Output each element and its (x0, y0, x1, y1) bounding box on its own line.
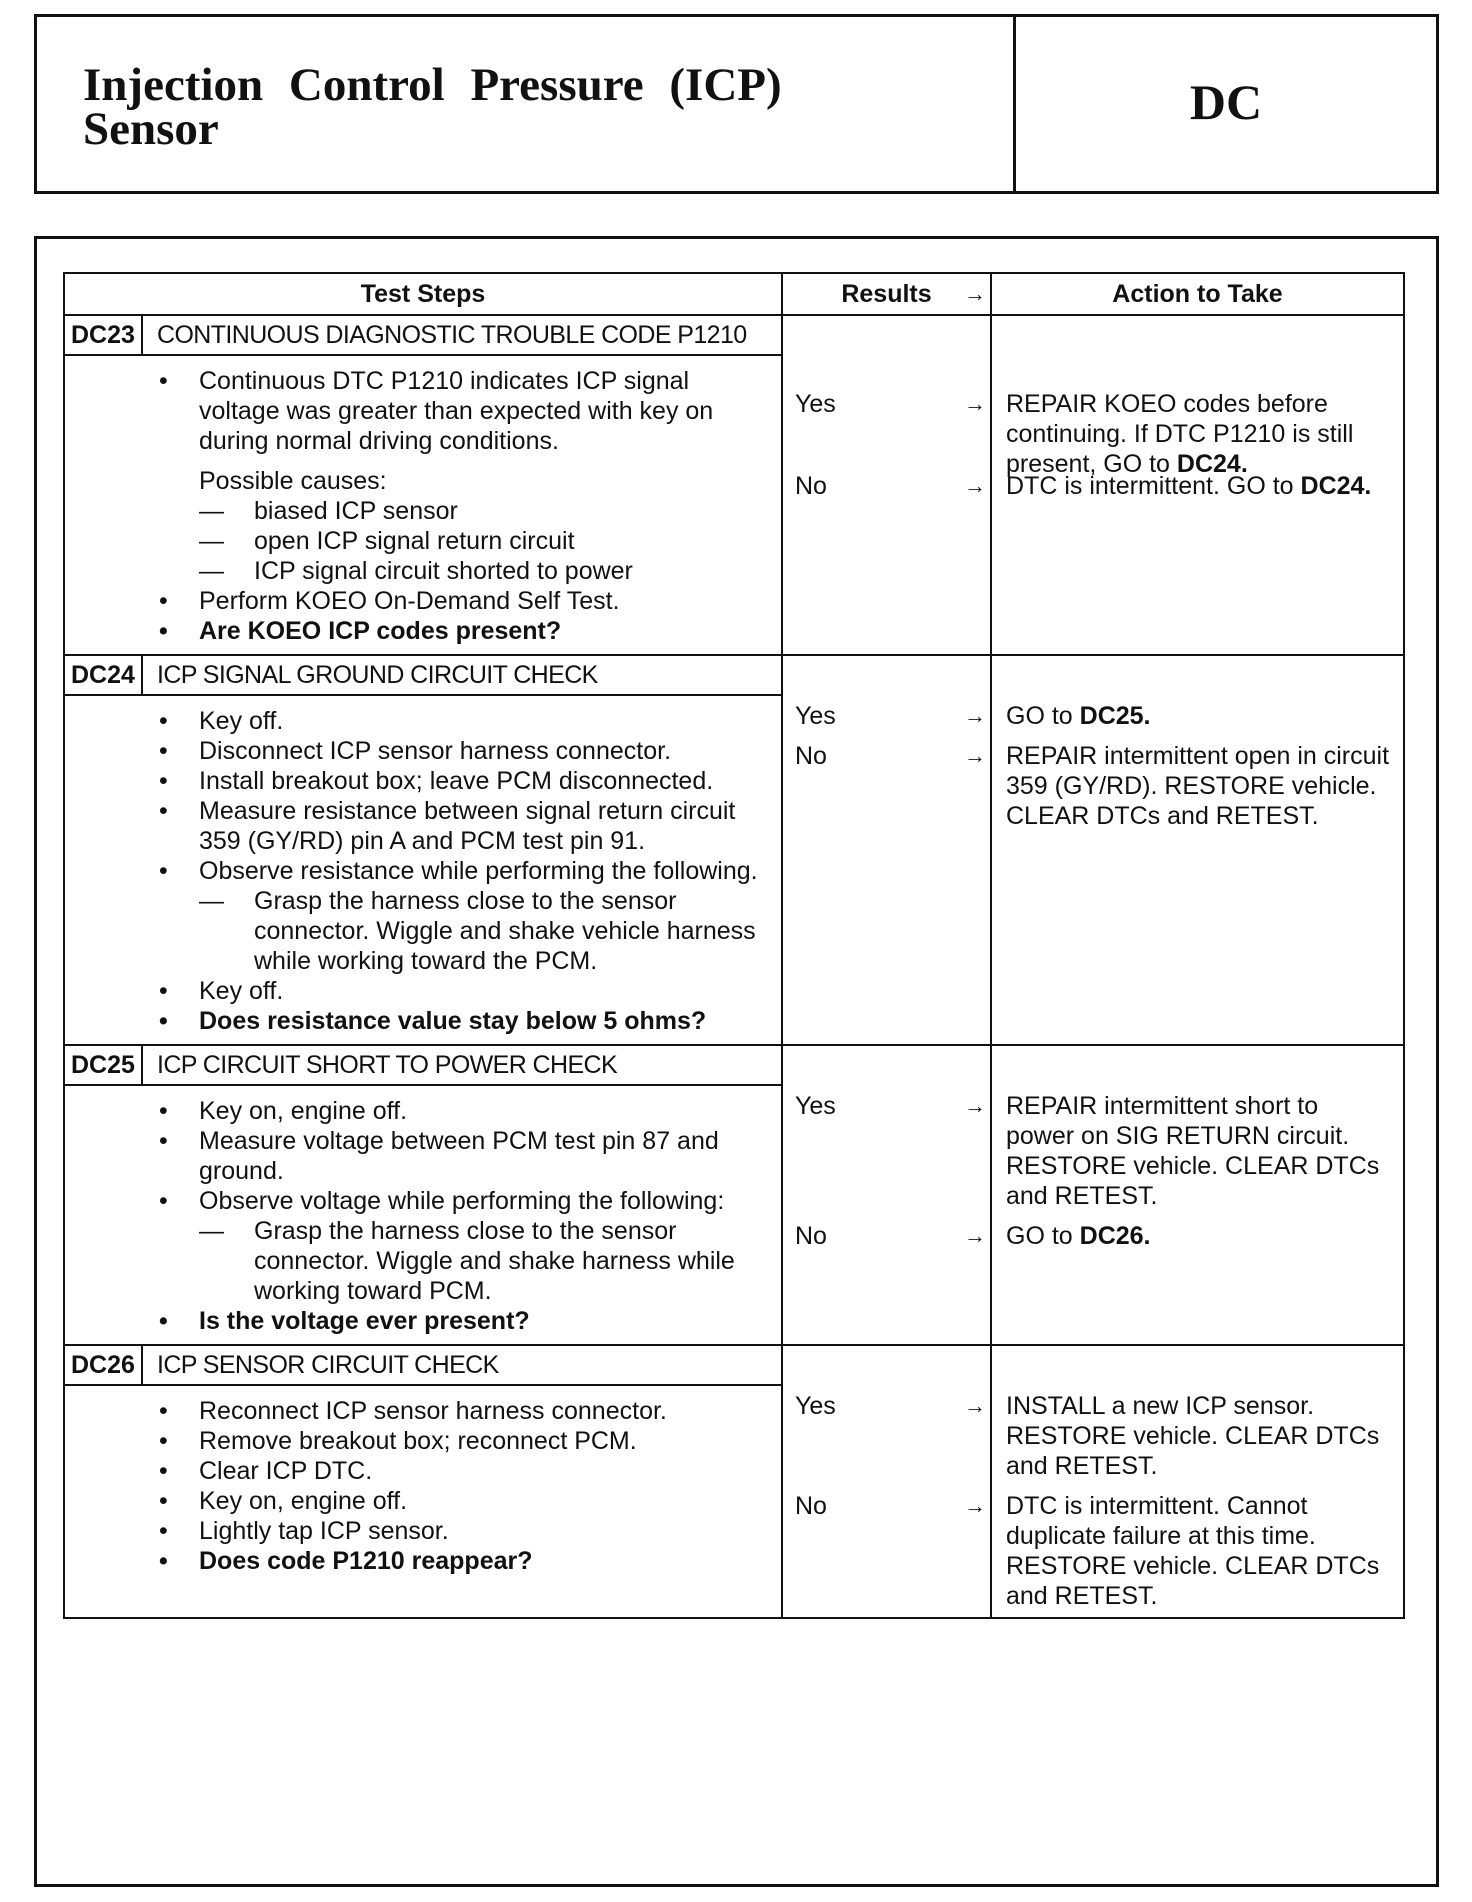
result-no-label: No (795, 1222, 827, 1250)
action-text: INSTALL a new ICP sensor. RESTORE vehicle. CLEAR DTCs and RETEST. (1006, 1392, 1380, 1480)
action-cell (991, 1345, 1404, 1618)
action-text: DTC is intermittent. Cannot duplicate failure at this time. RESTORE vehicle. CLEAR DTCs and RETEST. (1006, 1492, 1380, 1610)
result-no-label: No (795, 1492, 827, 1520)
step-list (65, 1086, 781, 1344)
step-reference: DC24. (1176, 450, 1248, 478)
result-yes-label: Yes (795, 1092, 836, 1120)
list-item: • Clear ICP DTC. (199, 1456, 767, 1486)
list-item: — ICP signal circuit shorted to power (254, 556, 767, 586)
arrow-icon: → (964, 391, 986, 416)
list-item: — open ICP signal return circuit (254, 526, 767, 556)
table-header-row (64, 273, 1404, 315)
step-title: ICP SENSOR CIRCUIT CHECK (157, 1351, 499, 1379)
list-item: — biased ICP sensor (254, 496, 767, 526)
list-item: — Grasp the harness close to the sensor connector. Wiggle and shake vehicle harness while working toward the PCM. (254, 886, 767, 976)
step-id: DC25 (65, 1046, 143, 1084)
results-cell (782, 1045, 991, 1345)
step-head (65, 1046, 781, 1086)
action-text: REPAIR intermittent short to power on SIG RETURN circuit. RESTORE vehicle. CLEAR DTCs and RETEST. (1006, 1092, 1380, 1210)
result-yes-label: Yes (795, 390, 836, 418)
step-id: DC24 (65, 656, 143, 694)
list-item: • Measure resistance between signal return circuit 359 (GY/RD) pin A and PCM test pin 91. (199, 796, 767, 856)
test-steps-cell (64, 315, 782, 655)
step-question: • Is the voltage ever present? (199, 1306, 767, 1336)
action-no (1006, 1491, 1393, 1617)
step-list (65, 696, 781, 1044)
arrow-icon: → (964, 473, 986, 498)
result-no (783, 1491, 990, 1521)
arrow-icon: → (964, 281, 986, 306)
action-yes (1006, 389, 1393, 478)
action-no (1006, 741, 1393, 831)
action-cell (991, 655, 1404, 1045)
step-reference: DC25. (1079, 702, 1151, 730)
list-item: • Remove breakout box; reconnect PCM. (199, 1426, 767, 1456)
step-question: • Are KOEO ICP codes present? (199, 616, 767, 646)
step-question: • Does code P1210 reappear? (199, 1546, 767, 1576)
action-cell (991, 315, 1404, 655)
table-row (64, 1345, 1404, 1618)
result-yes (783, 1391, 990, 1491)
table-row (64, 1045, 1404, 1345)
result-yes-label: Yes (795, 1392, 836, 1420)
result-no (783, 741, 990, 771)
step-question: • Does resistance value stay below 5 ohms? (199, 1006, 767, 1036)
action-text: DTC is intermittent. GO to (1006, 472, 1294, 500)
step-title: ICP SIGNAL GROUND CIRCUIT CHECK (157, 661, 598, 689)
title-cell (37, 17, 1016, 191)
step-reference: DC24. (1300, 472, 1372, 500)
arrow-icon: → (964, 1393, 986, 1418)
list-item: • Disconnect ICP sensor harness connector. (199, 736, 767, 766)
step-id: DC23 (65, 316, 143, 354)
page-header (34, 14, 1439, 194)
list-item: • Key off. (199, 976, 767, 1006)
action-text: REPAIR intermittent open in circuit 359 (GY/RD). RESTORE vehicle. CLEAR DTCs and RETEST. (1006, 742, 1390, 830)
action-text: GO to (1006, 1222, 1073, 1250)
list-item: • Key on, engine off. (199, 1486, 767, 1516)
action-cell (991, 1045, 1404, 1345)
results-cell (782, 655, 991, 1045)
results-cell (782, 315, 991, 655)
list-item: • Continuous DTC P1210 indicates ICP signal voltage was greater than expected with key on during normal driving conditions. (199, 366, 767, 456)
test-steps-cell (64, 1045, 782, 1345)
header-results (782, 273, 991, 315)
step-reference: DC26. (1079, 1222, 1151, 1250)
table-row (64, 315, 1404, 655)
page-title: Injection Control Pressure (ICP) Sensor (83, 59, 782, 155)
step-id: DC26 (65, 1346, 143, 1384)
step-head (65, 656, 781, 696)
arrow-icon: → (964, 743, 986, 768)
list-item: • Reconnect ICP sensor harness connector. (199, 1396, 767, 1426)
result-yes (783, 701, 990, 741)
action-text: GO to (1006, 702, 1073, 730)
header-results-label: Results (841, 280, 932, 308)
step-list (65, 356, 781, 654)
step-head (65, 1346, 781, 1386)
action-text: REPAIR KOEO codes before continuing. If DTC P1210 is still present, GO to (1006, 390, 1354, 478)
sub-list (199, 886, 767, 976)
results-cell (782, 1345, 991, 1618)
test-steps-cell (64, 1345, 782, 1618)
result-no-label: No (795, 742, 827, 770)
arrow-icon: → (964, 1093, 986, 1118)
header-action: Action to Take (991, 273, 1404, 315)
result-no (783, 1221, 990, 1251)
list-item: • Measure voltage between PCM test pin 87 and ground. (199, 1126, 767, 1186)
action-no (1006, 471, 1393, 501)
list-item: • Observe resistance while performing the following. (199, 856, 767, 886)
result-no-label: No (795, 472, 827, 500)
result-no (783, 471, 990, 501)
list-item: • Key off. (199, 706, 767, 736)
step-list (65, 1386, 781, 1584)
step-title: ICP CIRCUIT SHORT TO POWER CHECK (157, 1051, 618, 1079)
header-test-steps: Test Steps (64, 273, 782, 315)
result-yes (783, 389, 990, 471)
section-code: DC (1189, 74, 1263, 130)
list-item: — Grasp the harness close to the sensor connector. Wiggle and shake harness while working toward PCM. (254, 1216, 767, 1306)
result-yes (783, 1091, 990, 1221)
step-head (65, 316, 781, 356)
action-yes (1006, 1091, 1393, 1221)
causes-label: Possible causes: (199, 467, 387, 495)
diagnostic-table (63, 272, 1405, 1619)
action-no (1006, 1221, 1393, 1251)
list-item: • Observe voltage while performing the following: (199, 1186, 767, 1216)
step-title: CONTINUOUS DIAGNOSTIC TROUBLE CODE P1210 (157, 321, 747, 349)
list-item: • Lightly tap ICP sensor. (199, 1516, 767, 1546)
arrow-icon: → (964, 1223, 986, 1248)
action-yes (1006, 1391, 1393, 1491)
list-item: • Perform KOEO On-Demand Self Test. (199, 586, 767, 616)
sub-list (199, 1216, 767, 1306)
list-item: • Install breakout box; leave PCM disconnected. (199, 766, 767, 796)
test-steps-cell (64, 655, 782, 1045)
result-yes-label: Yes (795, 702, 836, 730)
arrow-icon: → (964, 1493, 986, 1518)
list-item: • Key on, engine off. (199, 1096, 767, 1126)
arrow-icon: → (964, 703, 986, 728)
table-row (64, 655, 1404, 1045)
causes-list (199, 496, 767, 586)
action-yes (1006, 701, 1393, 741)
